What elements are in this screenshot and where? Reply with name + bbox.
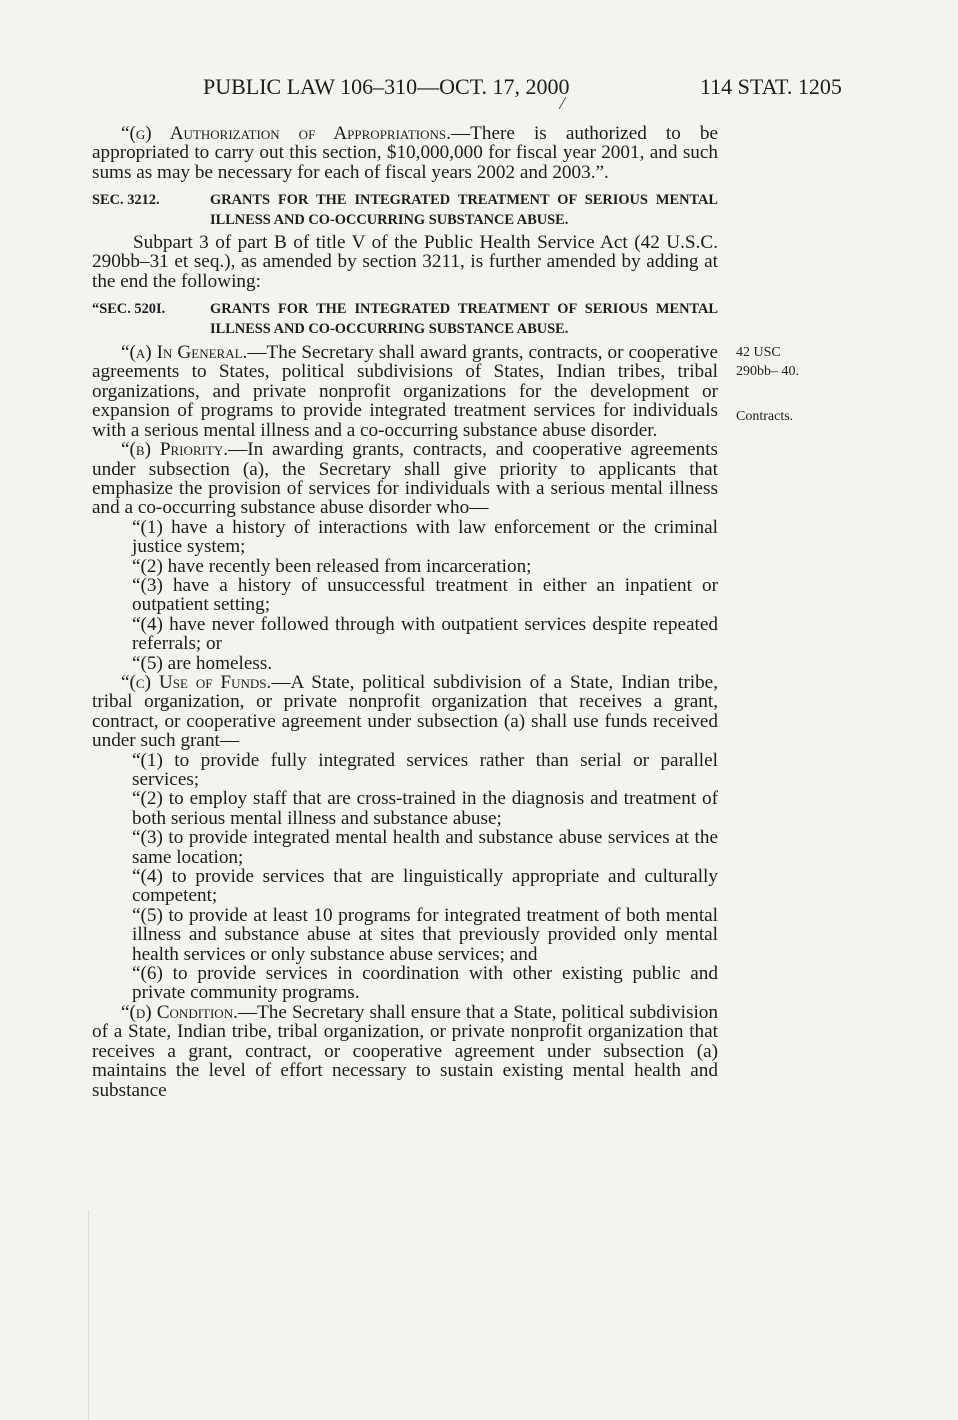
margin-note-contracts: Contracts. <box>736 409 794 424</box>
public-law-citation: PUBLIC LAW 106–310—OCT. 17, 2000 <box>203 74 570 99</box>
statute-page-number: 114 STAT. 1205 <box>700 74 842 99</box>
subsection-c-heading: “(c) Use of Funds. <box>121 671 272 693</box>
subsection-d <box>92 1003 718 1100</box>
subsection-b-item: “(4) have never followed through with outpatient services despite repeated referrals; or <box>132 613 718 655</box>
subsection-a-text: —The Secretary shall award grants, contracts, or cooperative agreements to States, political subdivisions of States, Indian tribes, tribal organizations, and private nonprofit organizations for the development or expansion of programs to provide integrated treatment services for individuals with a serious mental illness and a co-occurring substance abuse disorder. <box>92 342 718 441</box>
subsection-g-text: —There is authorized to be appropriated to carry out this section, $10,000,000 for fiscal year 2001, and such sums as may be necessary for each of fiscal years 2002 and 2003.”. <box>92 123 718 183</box>
subsection-g <box>92 124 718 182</box>
section-520i-heading <box>92 300 718 339</box>
subsection-c-item: “(4) to provide services that are linguistically appropriate and culturally competent; <box>132 866 718 907</box>
subsection-c-item: “(3) to provide integrated mental health and substance abuse services at the same location; <box>132 827 718 868</box>
subsection-b-text: —In awarding grants, contracts, and cooperative agreements under subsection (a), the Secretary shall give priority to applicants that emphasize the provision of services for individuals with a serious mental illness and a co-occurring substance abuse disorder who— <box>92 439 718 519</box>
subsection-c-item: “(5) to provide at least 10 programs for integrated treatment of both mental illness and substance abuse at sites that previously provided only mental health services or only substance abuse services; and <box>132 904 718 965</box>
subsection-c-item: “(1) to provide fully integrated services rather than serial or parallel services; <box>132 749 718 790</box>
subsection-b-item: “(2) have recently been released from incarceration; <box>132 555 532 577</box>
subsection-b-item: “(3) have a history of unsuccessful treatment in either an inpatient or outpatient setting; <box>132 574 718 616</box>
subpart-amendment-text: Subpart 3 of part B of title V of the Public Health Service Act (42 U.S.C. 290bb–31 et seq.), as amended by section 3211, is further amended by adding at the end the following: <box>92 232 718 292</box>
subsection-b-heading: “(b) Priority. <box>121 439 229 461</box>
subsection-c-item: “(2) to employ staff that are cross-trained in the diagnosis and treatment of both serious mental illness and substance abuse; <box>132 788 718 829</box>
section-3212-heading <box>92 191 718 230</box>
section-3212-title: GRANTS FOR THE INTEGRATED TREATMENT OF SERIOUS MENTAL ILLNESS AND CO-OCCURRING SUBSTANCE ABUSE. <box>210 192 718 228</box>
subsection-d-text: —The Secretary shall ensure that a State, political subdivision of a State, Indian tribe, tribal organization, or private nonprofit organization that receives a grant, contract, or cooperative agreement under subsection (a) maintains the level of effort necessary to sustain existing mental health and substance <box>92 1001 718 1101</box>
section-520i-title: GRANTS FOR THE INTEGRATED TREATMENT OF SERIOUS MENTAL ILLNESS AND CO-OCCURRING SUBSTANCE ABUSE. <box>210 301 718 337</box>
subsection-b-item: “(5) are homeless. <box>132 652 273 674</box>
margin-note-usc: 42 USC 290bb– 40. <box>736 345 799 379</box>
page-header <box>0 74 958 104</box>
subsection-g-heading: “(g) Authorization of Appropriations. <box>121 123 451 144</box>
body-text <box>92 124 718 1100</box>
subsection-b <box>92 440 718 518</box>
scan-edge-line <box>88 1210 89 1420</box>
subsection-c-text: —A State, political subdivision of a State, Indian tribe, tribal organization, or private nonprofit organization that receives a grant, contract, or cooperative agreement under subsection (a) shall use funds received under such grant— <box>92 671 718 752</box>
section-3212-number: SEC. 3212. <box>92 192 160 209</box>
subsection-a <box>92 343 718 440</box>
subsection-a-heading: “(a) In General. <box>121 342 248 364</box>
section-520i-number: “SEC. 520I. <box>92 301 166 318</box>
subsection-b-item: “(1) have a history of interactions with law enforcement or the criminal justice system; <box>132 516 718 558</box>
subsection-d-heading: “(d) Condition. <box>121 1001 238 1023</box>
subsection-c <box>92 673 718 751</box>
subsection-c-item: “(6) to provide services in coordination with other existing public and private community programs. <box>132 963 718 1004</box>
